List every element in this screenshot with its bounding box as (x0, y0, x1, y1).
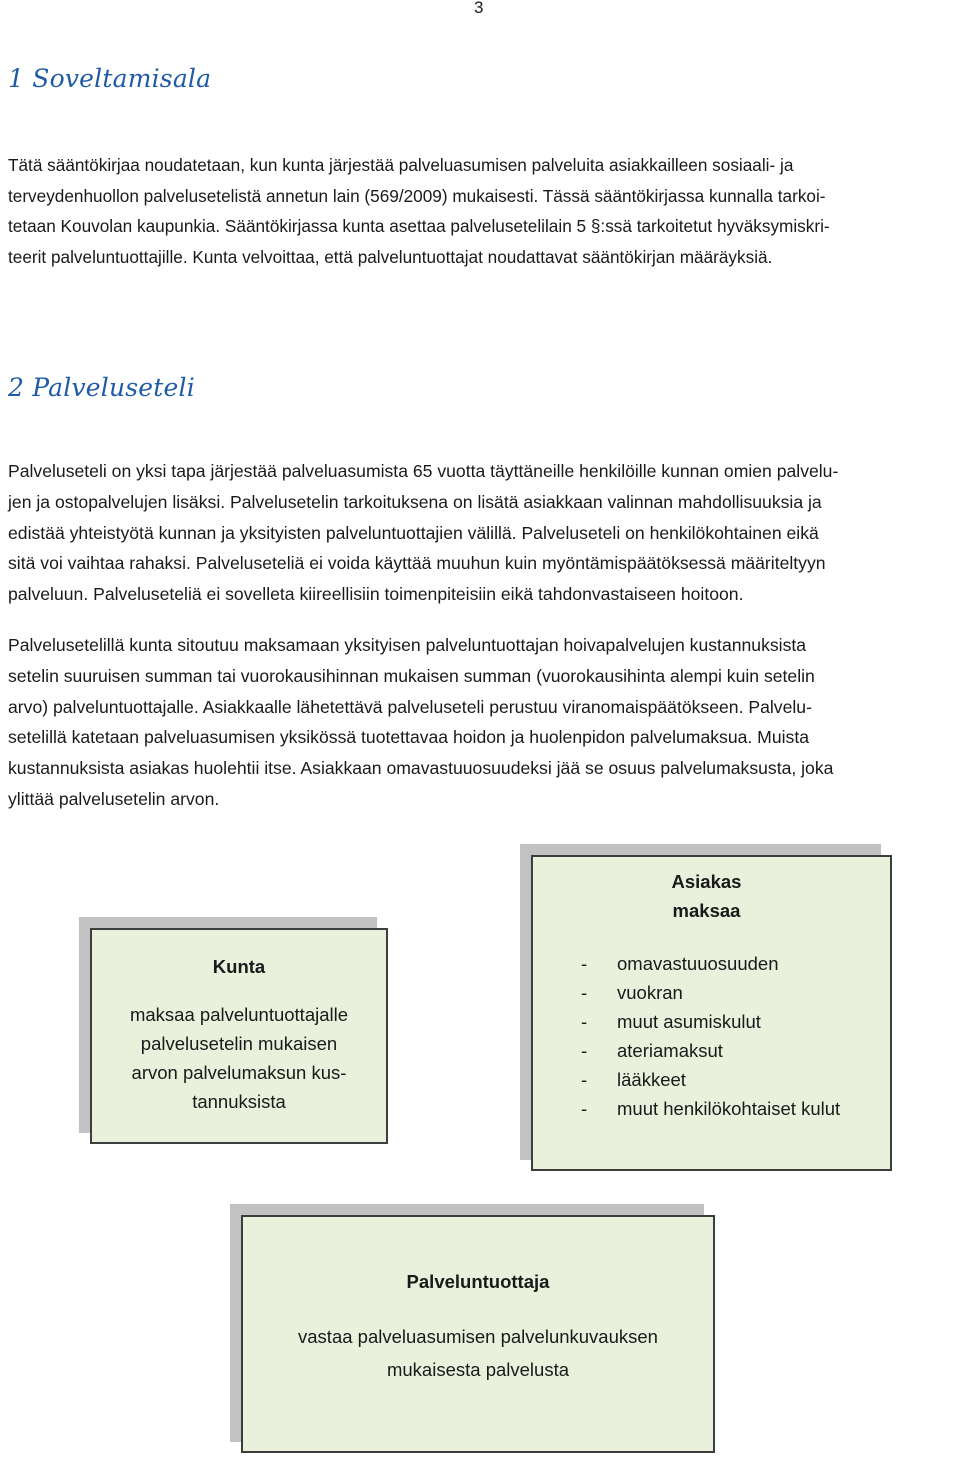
paragraph-line: Palvelusetelillä kunta sitoutuu maksamaan yksityisen palveluntuottajan hoivapalvelujen kustannuksista (8, 635, 807, 655)
palveluntuottaja-description (243, 1320, 713, 1386)
dash-bullet: - (581, 953, 588, 974)
list-item (581, 1007, 867, 1036)
page-number: 3 (474, 0, 484, 17)
paragraph-line: edistää yhteistyötä kunnan ja yksityisten palveluntuottajien välillä. Palveluseteli on henkilökohtainen eikä (8, 522, 819, 543)
section2-paragraph-1 (8, 456, 956, 610)
section2-paragraph-2 (8, 630, 956, 815)
list-item-label: muut henkilökohtaiset kulut (617, 1098, 841, 1119)
kunta-box (90, 928, 388, 1144)
paragraph-line: setelillä katetaan palveluasumisen yksikössä tuotettavaa hoidon ja huolenpidon palvelumaksua. Muista (8, 727, 810, 748)
dash-bullet: - (581, 1011, 588, 1032)
paragraph-line: jen ja ostopalvelujen lisäksi. Palvelusetelin tarkoituksena on lisätä asiakkaan valinnan mahdollisuuksia ja (8, 491, 822, 512)
paragraph-line: Palveluseteli on yksi tapa järjestää palveluasumista 65 vuotta täyttäneille henkilöille kunnan omien palvelu- (8, 461, 839, 481)
list-item (581, 978, 867, 1007)
paragraph-line: terveydenhuollon palvelusetelistä annetun lain (569/2009) mukaisesti. Tässä sääntökirjassa kunnalla tarkoi- (8, 185, 826, 206)
list-item (581, 1065, 867, 1094)
dash-bullet: - (581, 1098, 588, 1119)
paragraph-line: sitä voi vaihtaa rahaksi. Palveluseteliä ei voida käyttää muuhun kuin myöntämispäätöksessä määriteltyyn (8, 553, 826, 574)
tuottaja-desc-line: vastaa palveluasumisen palvelunkuvauksen (298, 1326, 658, 1347)
section1-paragraph (8, 150, 956, 272)
kunta-title: Kunta (212, 956, 266, 977)
paragraph-line: teerit palveluntuottajille. Kunta velvoittaa, että palveluntuottajat noudattavat sääntökirjan määräyksiä. (8, 246, 773, 267)
paragraph-line: setelin suuruisen summan tai vuorokausihinnan mukaisen summan (vuorokausihinta alempi kuin setelin (8, 665, 815, 686)
tuottaja-desc-line: mukaisesta palvelusta (386, 1359, 569, 1380)
kunta-description (92, 1000, 386, 1116)
list-item-label: muut asumiskulut (617, 1011, 761, 1032)
list-item (581, 1036, 867, 1065)
list-item (581, 1094, 867, 1123)
paragraph-line: palveluun. Palveluseteliä ei sovelleta kiireellisiin toimenpiteisiin eikä tahdonvastaiseen hoitoon. (8, 584, 744, 605)
list-item-label: omavastuuosuuden (617, 953, 779, 974)
kunta-desc-line: tannuksista (192, 1091, 286, 1112)
asiakas-title-line: Asiakas (671, 871, 742, 892)
kunta-desc-line: palvelusetelin mukaisen (140, 1033, 338, 1054)
asiakas-box (531, 855, 892, 1171)
asiakas-cost-list (533, 949, 890, 1123)
paragraph-line: tetaan Kouvolan kaupunkia. Sääntökirjassa kunta asettaa palvelusetelilain 5 §:ssä tarkoitetut hyväksymiskri- (8, 216, 830, 237)
palveluntuottaja-title: Palveluntuottaja (406, 1271, 550, 1292)
list-item (581, 949, 867, 978)
palveluntuottaja-box (241, 1215, 715, 1453)
section-heading-palveluseteli: 2 Palveluseteli (8, 373, 195, 402)
kunta-desc-line: arvon palvelumaksun kus- (131, 1062, 347, 1083)
dash-bullet: - (581, 982, 588, 1003)
paragraph-line: Tätä sääntökirjaa noudatetaan, kun kunta järjestää palveluasumisen palveluita asiakkailleen sosiaali- ja (8, 155, 794, 175)
asiakas-title-line: maksaa (672, 900, 741, 921)
list-item-label: vuokran (617, 982, 683, 1003)
asiakas-title (533, 867, 890, 925)
paragraph-line: kustannuksista asiakas huolehtii itse. Asiakkaan omavastuuosuudeksi jää se osuus palvelumaksusta, joka (8, 758, 834, 779)
dash-bullet: - (581, 1040, 588, 1061)
dash-bullet: - (581, 1069, 588, 1090)
paragraph-line: ylittää palvelusetelin arvon. (8, 788, 220, 809)
list-item-label: ateriamaksut (617, 1040, 723, 1061)
kunta-desc-line: maksaa palveluntuottajalle (129, 1004, 349, 1025)
list-item-label: lääkkeet (617, 1069, 686, 1090)
paragraph-line: arvo) palveluntuottajalle. Asiakkaalle lähetettävä palveluseteli perustuu viranomaispäätökseen. Palvelu- (8, 696, 812, 717)
section-heading-soveltamisala: 1 Soveltamisala (8, 64, 212, 93)
